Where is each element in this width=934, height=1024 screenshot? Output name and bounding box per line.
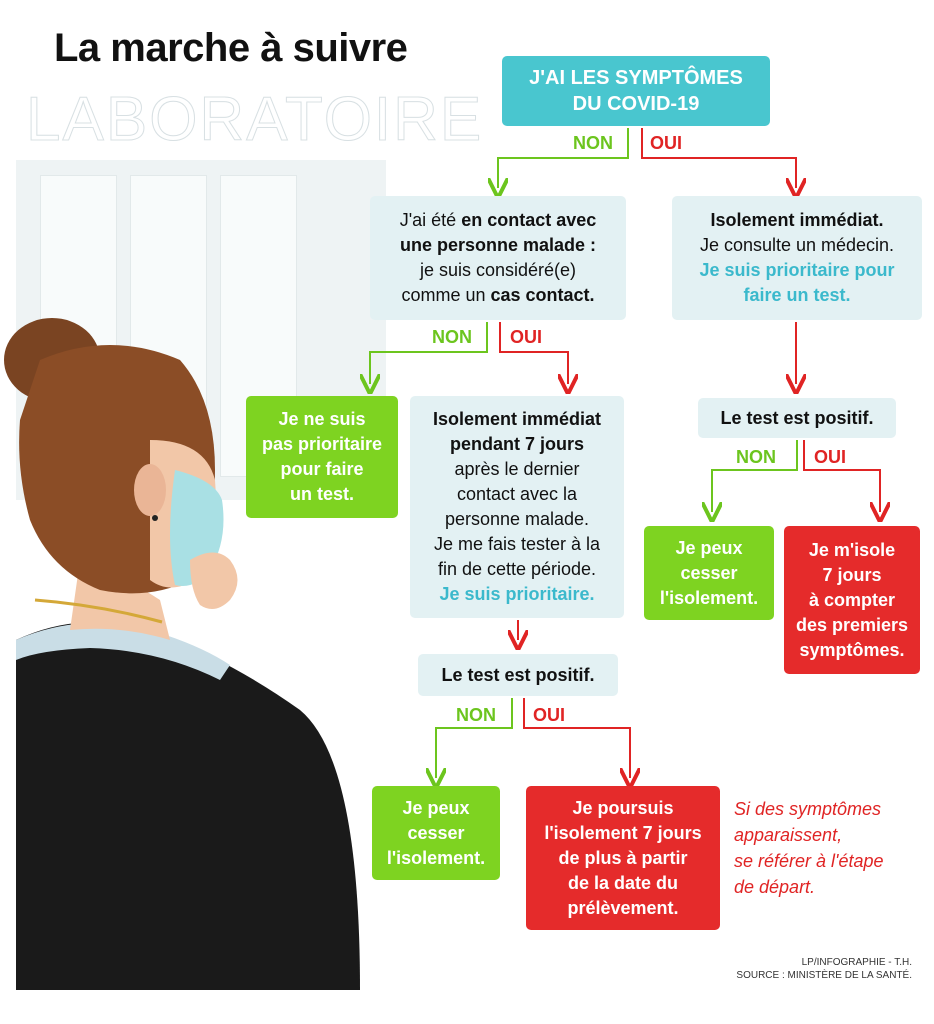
- text-highlight: Je suis prioritaire pour: [699, 260, 895, 280]
- text: Je me fais tester à la: [433, 534, 601, 554]
- laboratoire-watermark: LABORATOIRE: [26, 85, 484, 154]
- page-title: La marche à suivre: [54, 26, 408, 70]
- text: contact avec la: [456, 484, 578, 504]
- start-box-symptomes: [502, 56, 770, 126]
- test-positif-box-right: Le test est positif.: [698, 398, 896, 438]
- text: fin de cette période.: [437, 559, 597, 579]
- text: Je poursuis: [572, 797, 674, 818]
- text: pas prioritaire: [261, 434, 383, 454]
- text: symptômes.: [799, 639, 905, 660]
- text: Je m'isole: [808, 539, 896, 560]
- text: Je consulte un médecin.: [699, 235, 895, 255]
- start-line: DU COVID-19: [572, 93, 700, 115]
- text: à compter: [808, 589, 896, 610]
- label-non: NON: [456, 705, 496, 725]
- text: prélèvement.: [567, 897, 679, 918]
- credit-line: SOURCE : MINISTÈRE DE LA SANTÉ.: [736, 970, 912, 981]
- symptomes-note: [734, 796, 924, 900]
- test-positif-box-mid: Le test est positif.: [418, 654, 618, 696]
- text: un test.: [289, 484, 354, 504]
- text: de la date du: [567, 872, 679, 893]
- poursuis-isolement-box: [526, 786, 720, 930]
- note-line: se référer à l'étape: [734, 851, 884, 871]
- isole-7-jours-box: [784, 526, 920, 674]
- note-line: de départ.: [734, 877, 816, 897]
- text: cesser: [680, 562, 738, 583]
- isolement-7-jours-box: [410, 396, 624, 618]
- text: Je ne suis: [278, 409, 366, 429]
- cesser-isolement-box-right: [644, 526, 774, 620]
- text-highlight: faire un test.: [743, 285, 851, 305]
- text-bold: une personne malade :: [399, 235, 597, 255]
- text-bold: pendant 7 jours: [449, 434, 584, 454]
- text-bold: cas contact.: [490, 285, 595, 305]
- note-line: apparaissent,: [734, 825, 843, 845]
- label-oui: OUI: [650, 133, 683, 153]
- credit-line: LP/INFOGRAPHIE - T.H.: [801, 957, 912, 968]
- label-oui: OUI: [533, 705, 566, 725]
- text: comme un: [401, 285, 491, 305]
- text-bold: en contact avec: [461, 210, 597, 230]
- text: l'isolement.: [386, 847, 486, 868]
- label-oui: OUI: [510, 327, 543, 347]
- text-bold: Isolement immédiat.: [710, 210, 884, 230]
- text: Je peux: [675, 537, 743, 558]
- contact-question-box: [370, 196, 626, 320]
- text: personne malade.: [444, 509, 590, 529]
- label-non: NON: [573, 133, 613, 153]
- pas-prioritaire-box: [246, 396, 398, 518]
- cesser-isolement-box-mid: [372, 786, 500, 880]
- text-highlight: Je suis prioritaire.: [439, 584, 595, 604]
- text: pour faire: [280, 459, 364, 479]
- text: l'isolement.: [659, 587, 759, 608]
- text: des premiers: [795, 614, 909, 635]
- text: Je peux: [402, 797, 470, 818]
- text: 7 jours: [822, 564, 882, 585]
- label-oui: OUI: [814, 447, 847, 467]
- isolement-symptomes-box: [672, 196, 922, 320]
- label-non: NON: [736, 447, 776, 467]
- label-non: NON: [432, 327, 472, 347]
- note-line: Si des symptômes: [734, 799, 882, 819]
- text: J'ai été: [399, 210, 462, 230]
- text: après le dernier: [454, 459, 580, 479]
- text-bold: Isolement immédiat: [432, 409, 602, 429]
- start-line: J'AI LES SYMPTÔMES: [529, 67, 743, 89]
- text: de plus à partir: [558, 847, 688, 868]
- text: cesser: [407, 822, 465, 843]
- text: je suis considéré(e): [419, 260, 577, 280]
- text: l'isolement 7 jours: [544, 822, 702, 843]
- source-credit: [736, 956, 912, 982]
